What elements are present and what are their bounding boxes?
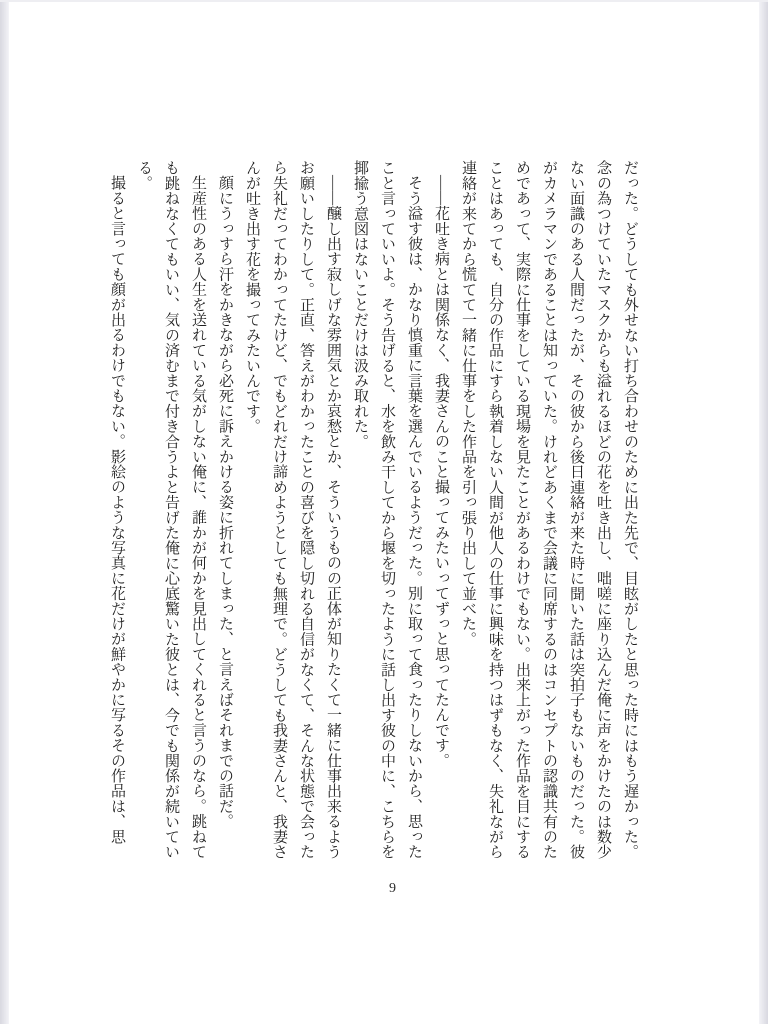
paragraph: 撮ると言っても顔が出るわけでもない。影絵のような写真に花だけが鮮やかに写るその作品は、思 <box>109 175 125 844</box>
vertical-text-body <box>103 160 643 860</box>
paragraph-dialogue: ――醸し出す寂しげな雰囲気とか哀愁とか、そういうものの正体が知りたくて一緒に仕事出来るようお願いしたりして。正直、答えがわかったことの喜びを隠し切れる自信がなくて、そんな状態で会ったら失礼だってわかってたけど、でもどれだけ諦めようとしても無理で。どうしても我妻さんと、我妻さんが吐き出す花を撮ってみたいんです。 <box>244 160 341 860</box>
paragraph: そう溢す彼は、かなり慎重に言葉を選んでいるようだった。別に取って食ったりしないから、思ったこと言っていいよ。そう告げると、水を飲み干してから堰を切ったように話し出す彼の中に、こちらを揶揄う意図はないことだけは汲み取れた。 <box>352 160 422 860</box>
paragraph: 生産性のある人生を送れている気がしない俺に、誰かが何かを見出してくれると言うのなら。跳ねても跳ねなくてもいい、気の済むまで付き合うよと告げた俺に心底驚いた彼とは、今でも関係が続いている。 <box>136 160 206 860</box>
page-sheet <box>9 2 759 1024</box>
page-right-edge-shadow <box>759 0 768 1024</box>
paragraph: 顔にうっすら汗をかきながら必死に訴えかける姿に折れてしまった、と言えばそれまでの話だ。 <box>217 175 233 829</box>
paragraph-continuation: だった。どうしても外せない打ち合わせのために出た先で、目眩がしたと思った時にはもう遅かった。念の為つけていたマスクからも溢れるほどの花を吐き出し、咄嗟に座り込んだ俺に声をかけたのは数少ない面識のある人間だったが、その彼から後日連絡が来た時に聞いた話は突拍子もないものだった。彼がカメラマンであることは知っていた。けれどあくまで会議に同席するのはコンセプトの認識共有のためであって、実際に仕事をしている現場を見たことがあるわけでもない。出来上がった作品を目にすることはあっても、自分の作品にすら執着しない人間が他人の仕事に興味を持つはずもなく、失礼ながら連絡が来てから慌てて一緒に仕事をした作品を引っ張り出して並べた。 <box>460 160 638 860</box>
page-number: 9 <box>389 881 397 896</box>
page-left-edge-shadow <box>0 0 9 1024</box>
paragraph-dialogue: ――花吐き病とは関係なく、我妻さんのこと撮ってみたいってずっと思ってたんです。 <box>433 175 449 768</box>
